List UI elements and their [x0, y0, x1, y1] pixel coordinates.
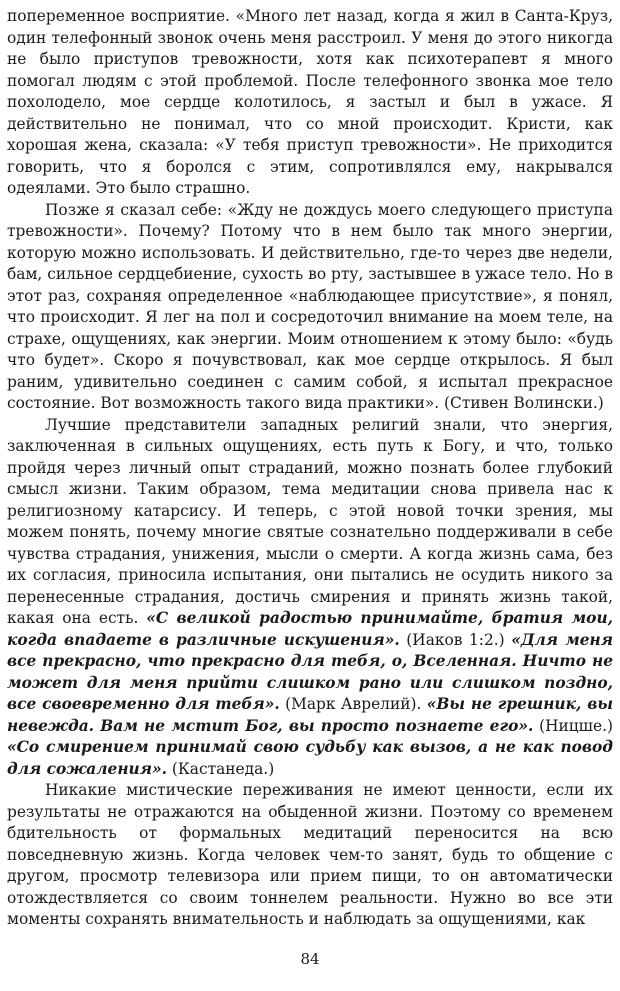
quote-text: «Со смирением принимай свою судьбу как вызов, а не как повод для сожаления». — [7, 738, 613, 778]
paragraph — [7, 780, 613, 931]
body-text: (Кастанеда.) — [166, 759, 275, 778]
body-text: (Иаков 1:2.) — [399, 630, 512, 649]
body-text: попеременное восприятие. «Много лет назад, когда я жил в Санта-Круз, один телефонный звонок очень меня расстроил. У меня до этого никогда не было приступов тревожности, хотя как психотерапевт я много помогал людям с этой проблемой. После телефонного звонка мое тело похолодело, мое сердце колотилось, я застыл и был в ужасе. Я действительно не понимал, что со мной происходит. Кристи, как хорошая жена, сказала: «У тебя приступ тревожности». Не приходится говорить, что я боролся с этим, сопротивлялся ему, накрывался одеялами. Это было страшно. — [7, 7, 613, 197]
page-number: 84 — [300, 950, 320, 968]
paragraph — [7, 200, 613, 415]
body-text: Лучшие представители западных религий знали, что энергия, заключенная в сильных ощущениях, есть путь к Богу, и что, только пройдя через личный опыт страданий, можно познать более глубокий смысл жизни. Таким образом, тема медитации снова привела нас к религиозному катарсису. И теперь, с этой новой точки зрения, мы можем понять, почему многие святые сознательно поддерживали в себе чувства страдания, унижения, мысли о смерти. А когда жизнь сама, без их согласия, приносила испытания, они пытались не осудить никого за перенесенные страдания, достичь смирения и принять жизнь такой, какая она есть. — [7, 415, 613, 627]
quote-text: «Вы не грешник, вы невежда. Вам не мстит Бог, вы просто познаете его». — [7, 695, 614, 735]
body-text: Никакие мистические переживания не имеют ценности, если их результаты не отражаются на обыденной жизни. Поэтому со временем бдительность от формальных медитаций переносится на всю повседневную жизнь. Когда человек чем-то занят, будь то общение с другом, просмотр телевизора или прием пищи, то он автоматически отождествляется со своим тоннелем реальности. Нужно во все эти моменты сохранять внимательность и наблюдать за ощущениями, как — [7, 781, 613, 928]
paragraph — [7, 415, 613, 781]
quote-text: «Для меня все прекрасно, что прекрасно для тебя, о, Вселенная. Ничто не может для меня прийти слишком рано или слишком поздно, все своевременно для тебя». — [7, 630, 613, 713]
body-text: (Ницше.) — [533, 716, 613, 735]
body-text: Позже я сказал себе: «Жду не дождусь моего следующего приступа тревожности». Почему? Потому что в нем было так много энергии, которую можно использовать. И действительно, где-то через две недели, бам, сильное сердцебиение, сухость во рту, застывшее в ужасе тело. Но в этот раз, сохраняя определенное «наблюдающее присутствие», я понял, что происходит. Я лег на пол и сосредоточил внимание на моем теле, на страхе, ощущениях, как энергии. Моим отношением к этому было: «будь что будет». Скоро я почувствовал, как мое сердце открылось. Я был раним, удивительно соединен с самим собой, я испытал прекрасное состояние. Вот возможность такого вида практики». (Стивен Волински.) — [7, 200, 613, 412]
quote-text: «С великой радостью принимайте, братия мои, когда впадаете в различные искушения». — [7, 609, 613, 649]
paragraph — [7, 6, 613, 200]
body-text: (Марк Аврелий). — [279, 695, 427, 713]
